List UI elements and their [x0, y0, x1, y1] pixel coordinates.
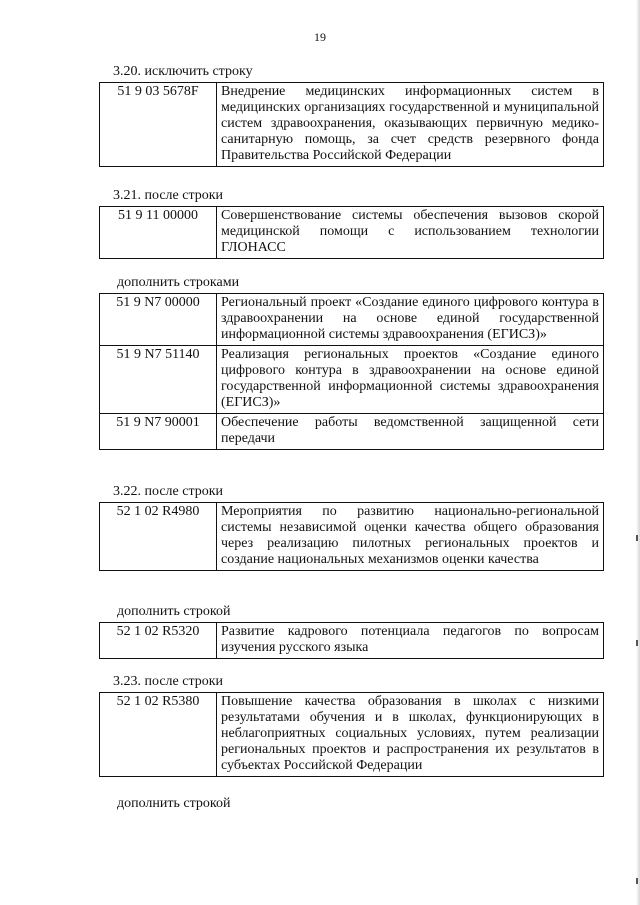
page-number: 19: [314, 30, 326, 44]
code-table: [99, 622, 604, 659]
section-heading: 3.23. после строки: [113, 674, 224, 689]
code-description: Внедрение медицинских информационных систем в медицинских организациях государственной и муниципальной систем здравоохранения, оказывающих первичную медико-санитарную помощь, за счет средств резервного фонда Правительства Российской Федерации: [217, 83, 604, 167]
section-3-20: [99, 64, 604, 167]
section-heading: 3.22. после строки: [113, 484, 224, 499]
table-row: [100, 503, 604, 571]
section-3-23: [99, 674, 604, 777]
section-3-21: [99, 188, 604, 259]
section-heading: 3.21. после строки: [113, 188, 224, 203]
table-row: [100, 294, 604, 346]
table-row: [100, 346, 604, 414]
scan-edge: [636, 0, 640, 905]
scan-mark: [636, 640, 638, 646]
section-heading: 3.20. исключить строку: [113, 64, 253, 79]
section-add-row-final: [99, 796, 604, 814]
budget-code: 51 9 03 5678F: [100, 83, 217, 167]
section-add-rows: [99, 275, 604, 450]
budget-code: 51 9 N7 90001: [100, 414, 217, 450]
section-heading: дополнить строкой: [117, 604, 231, 619]
table-row: [100, 623, 604, 659]
budget-code: 51 9 N7 51140: [100, 346, 217, 414]
table-row: [100, 414, 604, 450]
code-description: Обеспечение работы ведомственной защищенной сети передачи: [217, 414, 604, 450]
section-add-row: [99, 604, 604, 659]
table-row: [100, 83, 604, 167]
code-table: [99, 82, 604, 167]
code-description: Развитие кадрового потенциала педагогов по вопросам изучения русского языка: [217, 623, 604, 659]
budget-code: 51 9 N7 00000: [100, 294, 217, 346]
section-heading: дополнить строками: [117, 275, 240, 290]
section-heading: дополнить строкой: [117, 796, 231, 811]
table-row: [100, 207, 604, 259]
code-description: Совершенствование системы обеспечения вызовов скорой медицинской помощи с использованием технологии ГЛОНАСС: [217, 207, 604, 259]
budget-code: 52 1 02 R5380: [100, 693, 217, 777]
code-description: Повышение качества образования в школах с низкими результатами обучения и в школах, функционирующих в неблагоприятных социальных условиях, путем реализации региональных проектов и распространения их результатов в субъектах Российской Федерации: [217, 693, 604, 777]
code-description: Реализация региональных проектов «Создание единого цифрового контура в здравоохранении на основе единой государственной информационной системы здравоохранения (ЕГИСЗ)»: [217, 346, 604, 414]
code-description: Региональный проект «Создание единого цифрового контура в здравоохранении на основе единой государственной информационной системы здравоохранения (ЕГИСЗ)»: [217, 294, 604, 346]
budget-code: 52 1 02 R5320: [100, 623, 217, 659]
code-table: [99, 692, 604, 777]
section-3-22: [99, 484, 604, 571]
code-table: [99, 206, 604, 259]
code-table: [99, 293, 604, 450]
budget-code: 51 9 11 00000: [100, 207, 217, 259]
budget-code: 52 1 02 R4980: [100, 503, 217, 571]
table-row: [100, 693, 604, 777]
scan-mark: [636, 878, 638, 884]
code-table: [99, 502, 604, 571]
scan-mark: [636, 535, 638, 541]
code-description: Мероприятия по развитию национально-региональной системы независимой оценки качества общего образования через реализацию пилотных региональных проектов и создание национальных механизмов оценки качества: [217, 503, 604, 571]
